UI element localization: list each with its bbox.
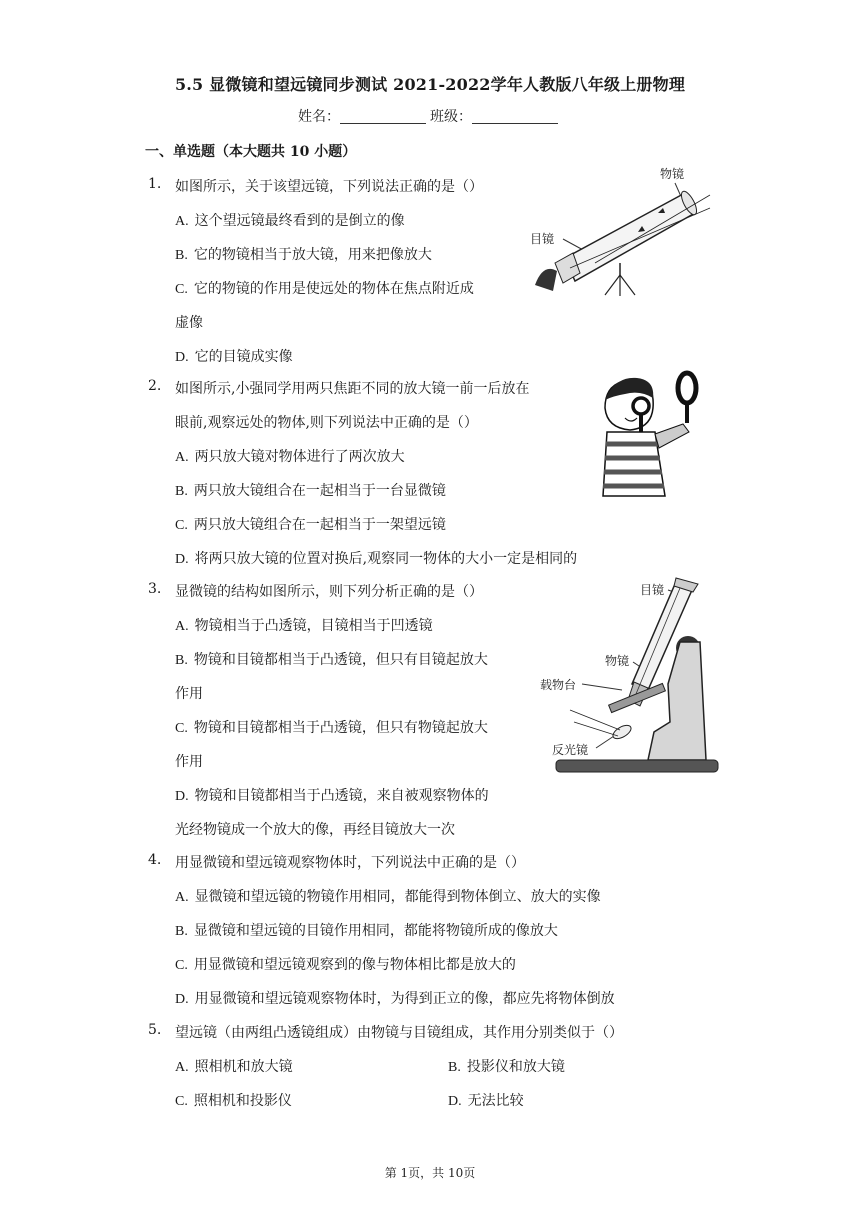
option-letter: C.: [175, 958, 188, 973]
microscope-figure: [530, 572, 720, 777]
option-letter: A.: [175, 1060, 189, 1075]
question-5-option-c: [175, 1090, 292, 1110]
tripod-leg-1: [605, 275, 620, 295]
option-text: 用显微镜和望远镜观察到的像与物体相比都是放大的: [193, 957, 516, 973]
question-3-stem: 显微镜的结构如图所示，则下列分析正确的是（）: [175, 584, 483, 600]
question-1-option-c-continued: 虚像: [175, 315, 203, 331]
option-text: 两只放大镜组合在一起相当于一台显微镜: [193, 483, 446, 499]
name-blank: [340, 109, 426, 124]
question-1-number: 1.: [148, 176, 162, 192]
option-text: 显微镜和望远镜的物镜作用相同，都能得到物体倒立、放大的实像: [194, 889, 601, 905]
option-text: 照相机和投影仪: [193, 1093, 292, 1109]
question-5-option-b: [448, 1056, 565, 1076]
option-text: 这个望远镜最终看到的是倒立的像: [194, 213, 405, 229]
objective-label: 物镜: [605, 654, 630, 668]
mirror-label: 反光镜: [552, 743, 589, 757]
question-1-option-a: [175, 210, 405, 230]
option-text: 物镜和目镜都相当于凸透镜，但只有目镜起放大: [193, 652, 488, 668]
option-text: 它的物镜相当于放大镜，用来把像放大: [193, 247, 432, 263]
question-3-option-a: [175, 615, 433, 635]
boy-with-magnifiers-figure: [585, 368, 715, 498]
eyepiece-label: 目镜: [640, 583, 665, 597]
option-text: 照相机和放大镜: [194, 1059, 293, 1075]
question-4-option-b: [175, 920, 558, 940]
question-1-option-b: [175, 244, 432, 264]
option-letter: D.: [175, 789, 189, 804]
question-2-stem-line-1: 如图所示,小强同学用两只焦距不同的放大镜一前一后放在: [175, 381, 530, 397]
option-text: 它的物镜的作用是使远处的物体在焦点附近成: [193, 281, 474, 297]
option-letter: C.: [175, 518, 188, 533]
option-letter: A.: [175, 890, 189, 905]
stage-pointer: [582, 684, 622, 690]
option-text: 无法比较: [467, 1093, 524, 1109]
option-text: 物镜相当于凸透镜，目镜相当于凹透镜: [194, 618, 433, 634]
question-3-option-c-continued: 作用: [175, 754, 203, 770]
telescope-tube: [565, 193, 695, 281]
name-label: 姓名：: [298, 109, 340, 125]
question-2-option-d: [175, 548, 577, 568]
observer-head: [535, 269, 557, 291]
page-title: 5.5 显微镜和望远镜同步测试 2021-2022学年人教版八年级上册物理: [174, 75, 686, 94]
option-letter: C.: [175, 282, 188, 297]
option-letter: D.: [448, 1094, 462, 1109]
question-3-option-c: [175, 717, 488, 737]
light-ray-2: [595, 195, 710, 263]
option-letter: B.: [175, 653, 188, 668]
incoming-light-ray-2: [574, 722, 618, 736]
option-letter: C.: [175, 1094, 188, 1109]
option-letter: B.: [448, 1060, 461, 1075]
reflector-mirror: [611, 723, 633, 742]
class-blank: [472, 109, 558, 124]
option-text: 物镜和目镜都相当于凸透镜，来自被观察物体的: [194, 788, 489, 804]
question-5-option-d: [448, 1090, 524, 1110]
eyepiece-label: 目镜: [530, 232, 555, 246]
question-5-number: 5.: [148, 1022, 162, 1038]
option-letter: C.: [175, 721, 188, 736]
question-2-option-a: [175, 446, 405, 466]
question-4-option-a: [175, 886, 601, 906]
question-1-option-d: [175, 346, 293, 366]
option-letter: D.: [175, 992, 189, 1007]
question-5-stem: 望远镜（由两组凸透镜组成）由物镜与目镜组成，其作用分别类似于（）: [175, 1025, 623, 1041]
option-letter: B.: [175, 248, 188, 263]
section-heading: 一、单选题（本大题共 10 小题）: [145, 144, 357, 160]
option-text: 显微镜和望远镜的目镜作用相同，都能将物镜所成的像放大: [193, 923, 558, 939]
microscope-base: [556, 760, 718, 772]
mirror-pointer: [596, 736, 614, 748]
option-text: 物镜和目镜都相当于凸透镜，但只有物镜起放大: [193, 720, 488, 736]
far-magnifier: [678, 373, 696, 403]
question-3-number: 3.: [148, 581, 162, 597]
class-label: 班级：: [430, 109, 472, 125]
option-letter: A.: [175, 619, 189, 634]
option-text: 两只放大镜组合在一起相当于一架望远镜: [193, 517, 446, 533]
option-letter: A.: [175, 450, 189, 465]
option-letter: A.: [175, 214, 189, 229]
option-letter: B.: [175, 484, 188, 499]
page-footer: 第 1页，共 10页: [384, 1166, 476, 1180]
boy-raised-arm: [655, 424, 689, 448]
question-1-stem: 如图所示，关于该望远镜，下列说法正确的是（）: [175, 179, 483, 195]
telescope-figure: [525, 163, 715, 298]
question-4-option-d: [175, 988, 615, 1008]
option-letter: D.: [175, 552, 189, 567]
question-4-option-c: [175, 954, 516, 974]
incoming-light-ray-1: [570, 710, 620, 730]
question-2-option-b: [175, 480, 446, 500]
question-4-stem: 用显微镜和望远镜观察物体时，下列说法中正确的是（）: [175, 855, 525, 871]
question-3-option-d: [175, 785, 489, 805]
tripod-leg-3: [620, 275, 635, 295]
option-text: 投影仪和放大镜: [466, 1059, 565, 1075]
question-2-stem-line-2: 眼前,观察远处的物体,则下列说法中正确的是（）: [175, 415, 478, 431]
stage-label: 载物台: [540, 678, 577, 692]
option-letter: B.: [175, 924, 188, 939]
option-letter: D.: [175, 350, 189, 365]
option-text: 将两只放大镜的位置对换后,观察同一物体的大小一定是相同的: [194, 551, 578, 567]
option-text: 用显微镜和望远镜观察物体时，为得到正立的像，都应先将物体倒放: [194, 991, 615, 1007]
question-4-number: 4.: [148, 852, 162, 868]
question-2-number: 2.: [148, 378, 162, 394]
question-3-option-b: [175, 649, 488, 669]
question-5-option-a: [175, 1056, 293, 1076]
objective-lens-label: 物镜: [660, 167, 685, 181]
student-info-line: [0, 106, 860, 126]
question-1-option-c: [175, 278, 474, 298]
question-2-option-c: [175, 514, 446, 534]
question-3-option-b-continued: 作用: [175, 686, 203, 702]
question-3-option-d-continued: 光经物镜成一个放大的像，再经目镜放大一次: [175, 822, 455, 838]
option-text: 它的目镜成实像: [194, 349, 293, 365]
option-text: 两只放大镜对物体进行了两次放大: [194, 449, 405, 465]
